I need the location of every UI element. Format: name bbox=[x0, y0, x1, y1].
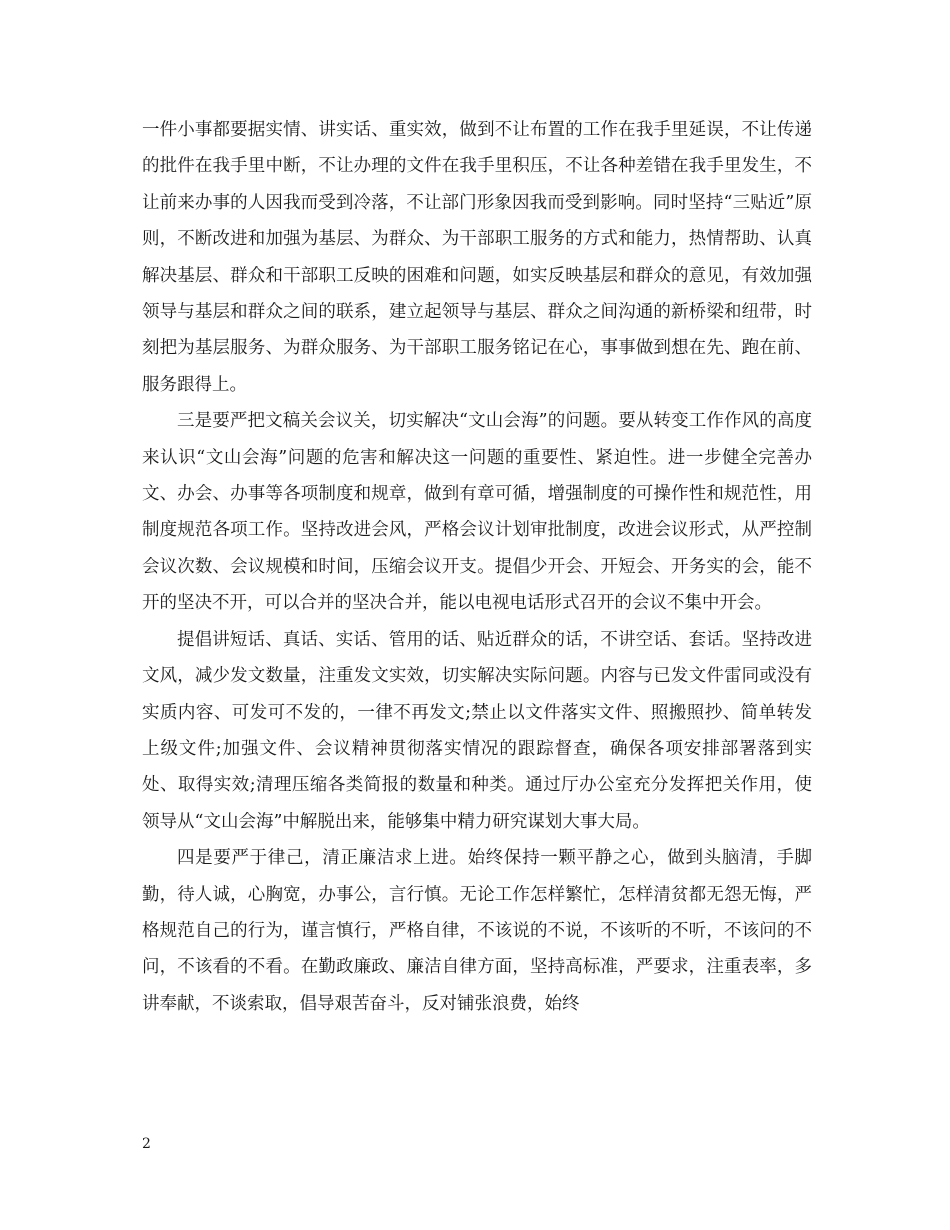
paragraph-meeting-documents: 三是要严把文稿关会议关，切实解决“文山会海”的问题。要从转变工作作风的高度来认识“文山会海”问题的危害和解决这一问题的重要性、紧迫性。进一步健全完善办文、办会、办事等各项制度和规章，做到有章可循，增强制度的可操作性和规范性，用制度规范各项工作。坚持改进会风，严格会议计划审批制度，改进会议形式，从严控制会议次数、会议规模和时间，压缩会议开支。提倡少开会、开短会、开务实的会，能不开的坚决不开，可以合并的坚决合并，能以电视电话形式召开的会议不集中开会。 bbox=[142, 411, 812, 614]
paragraph-writing-style: 提倡讲短话、真话、实话、管用的话、贴近群众的话，不讲空话、套话。坚持改进文风，减少发文数量，注重发文实效，切实解决实际问题。内容与已发文件雷同或没有实质内容、可发可不发的，一律不再发文;禁止以文件落实文件、照搬照抄、简单转发上级文件;加强文件、会议精神贯彻落实情况的跟踪督查，确保各项安排部署落到实处、取得实效;清理压缩各类简报的数量和种类。通过厅办公室充分发挥把关作用，使领导从“文山会海”中解脱出来，能够集中精力研究谋划大事大局。 bbox=[142, 629, 812, 832]
paragraph-self-discipline: 四是要严于律己，清正廉洁求上进。始终保持一颗平静之心，做到头脑清，手脚勤，待人诚，心胸宽，办事公，言行慎。无论工作怎样繁忙，怎样清贫都无怨无悔，严格规范自己的行为，谨言慎行，严格自律，不该说的不说，不该听的不听，不该问的不问，不该看的不看。在勤政廉政、廉洁自律方面，坚持高标准，严要求，注重表率，多讲奉献，不谈索取，倡导艰苦奋斗，反对铺张浪费，始终 bbox=[142, 848, 812, 1014]
paragraph-continued: 一件小事都要据实情、讲实话、重实效，做到不让布置的工作在我手里延误，不让传递的批件在我手里中断，不让办理的文件在我手里积压，不让各种差错在我手里发生，不让前来办事的人因我而受到冷落，不让部门形象因我而受到影响。同时坚持“三贴近”原则，不断改进和加强为基层、为群众、为干部职工服务的方式和能力，热情帮助、认真解决基层、群众和干部职工反映的困难和问题，如实反映基层和群众的意见，有效加强领导与基层和群众之间的联系，建立起领导与基层、群众之间沟通的新桥梁和纽带，时刻把为基层服务、为群众服务、为干部职工服务铭记在心，事事做到想在先、跑在前、服务跟得上。 bbox=[142, 120, 812, 395]
page-number: 2 bbox=[142, 1136, 151, 1152]
document-body bbox=[142, 112, 812, 1022]
